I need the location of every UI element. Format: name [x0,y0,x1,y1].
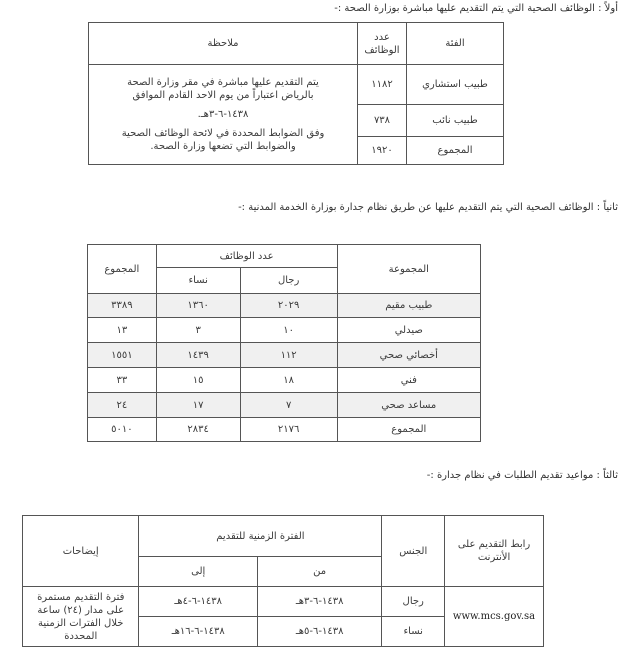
note-line: بالرياض اعتباراً من يوم الاحد القادم الموافق [132,90,314,101]
men-cell: ١١٢ [240,343,337,368]
direct-jobs-table [88,22,504,165]
category-cell: المجموع [407,137,504,165]
table-row [23,587,544,617]
group-cell: المجموع [337,418,480,442]
table-row [88,418,481,442]
to-header: إلى [139,557,257,587]
note-line: يتم التقديم عليها مباشرة في مقر وزارة الصحة [127,77,319,88]
total-cell: ١٣ [88,318,157,343]
count-header-label: عدد الوظائف [364,31,400,56]
men-cell: ١٨ [240,368,337,393]
group-cell: أخصائي صحي [337,343,480,368]
apply-link-url[interactable]: www.mcs.gov.sa [452,611,536,622]
men-cell: ٢٠٢٩ [240,294,337,318]
from-cell: ١٤٣٨-٦-٣هـ [257,587,381,617]
application-dates-table [22,515,544,647]
notes-header: إيضاحات [23,516,139,587]
count-cell: ١٩٢٠ [358,137,407,165]
note-line: وفق الضوابط المحددة في لائحة الوظائف الصحية [121,128,325,139]
notes-cell [89,65,358,165]
gender-cell: رجال [382,587,445,617]
count-cell: ١١٨٢ [358,65,407,105]
total-cell: ١٥٥١ [88,343,157,368]
section-3-heading: ثالثاً : مواعيد تقديم الطلبات في نظام جدارة :- [426,470,618,481]
section-2-heading: ثانياً : الوظائف الصحية التي يتم التقديم عليها عن طريق نظام جدارة بوزارة الخدمة المدنية :- [238,202,618,213]
to-cell: ١٤٣٨-٦-١٦هـ [139,617,257,647]
table-row [88,318,481,343]
table-row [89,65,504,105]
men-cell: ٢١٧٦ [240,418,337,442]
category-header: الفئة [407,23,504,65]
women-cell: ١٧ [156,393,240,418]
jobs-header: عدد الوظائف [156,245,337,268]
men-header: رجال [240,268,337,294]
total-cell: ٥٠١٠ [88,418,157,442]
group-header: المجموعة [337,245,480,294]
category-cell: طبيب نائب [407,105,504,137]
note-line: ١٤٣٨-٦-٣هـ. [197,109,249,120]
from-cell: ١٤٣٨-٦-٥هـ [257,617,381,647]
period-header: الفترة الزمنية للتقديم [139,516,382,557]
women-header: نساء [156,268,240,294]
notes-cell: فترة التقديم مستمرة على مدار (٢٤) ساعة خلال الفترات الزمنية المحددة [23,587,139,647]
jadara-jobs-table [87,244,481,442]
group-cell: مساعد صحي [337,393,480,418]
men-cell: ٧ [240,393,337,418]
total-cell: ٢٤ [88,393,157,418]
note-line: والضوابط التي تضعها وزارة الصحة. [150,141,296,152]
women-cell: ١٤٣٩ [156,343,240,368]
from-header: من [257,557,381,587]
total-cell: ٣٣٨٩ [88,294,157,318]
total-cell: ٣٣ [88,368,157,393]
women-cell: ١٣٦٠ [156,294,240,318]
gender-cell: نساء [382,617,445,647]
women-cell: ١٥ [156,368,240,393]
men-cell: ١٠ [240,318,337,343]
notes-header: ملاحظة [89,23,358,65]
group-cell: فني [337,368,480,393]
table-row [88,343,481,368]
gender-header: الجنس [382,516,445,587]
group-cell: صيدلي [337,318,480,343]
apply-link[interactable] [445,587,544,647]
table-row [88,294,481,318]
link-header: رابط التقديم على الأنترنت [445,516,544,587]
group-cell: طبيب مقيم [337,294,480,318]
section-1-heading: أولاً : الوظائف الصحية التي يتم التقديم عليها مباشرة بوزارة الصحة :- [334,3,618,14]
count-cell: ٧٣٨ [358,105,407,137]
category-cell: طبيب استشاري [407,65,504,105]
total-header: المجموع [88,245,157,294]
women-cell: ٣ [156,318,240,343]
table-row [88,368,481,393]
count-header [358,23,407,65]
table-row [88,393,481,418]
women-cell: ٢٨٣٤ [156,418,240,442]
to-cell: ١٤٣٨-٦-٤هـ [139,587,257,617]
